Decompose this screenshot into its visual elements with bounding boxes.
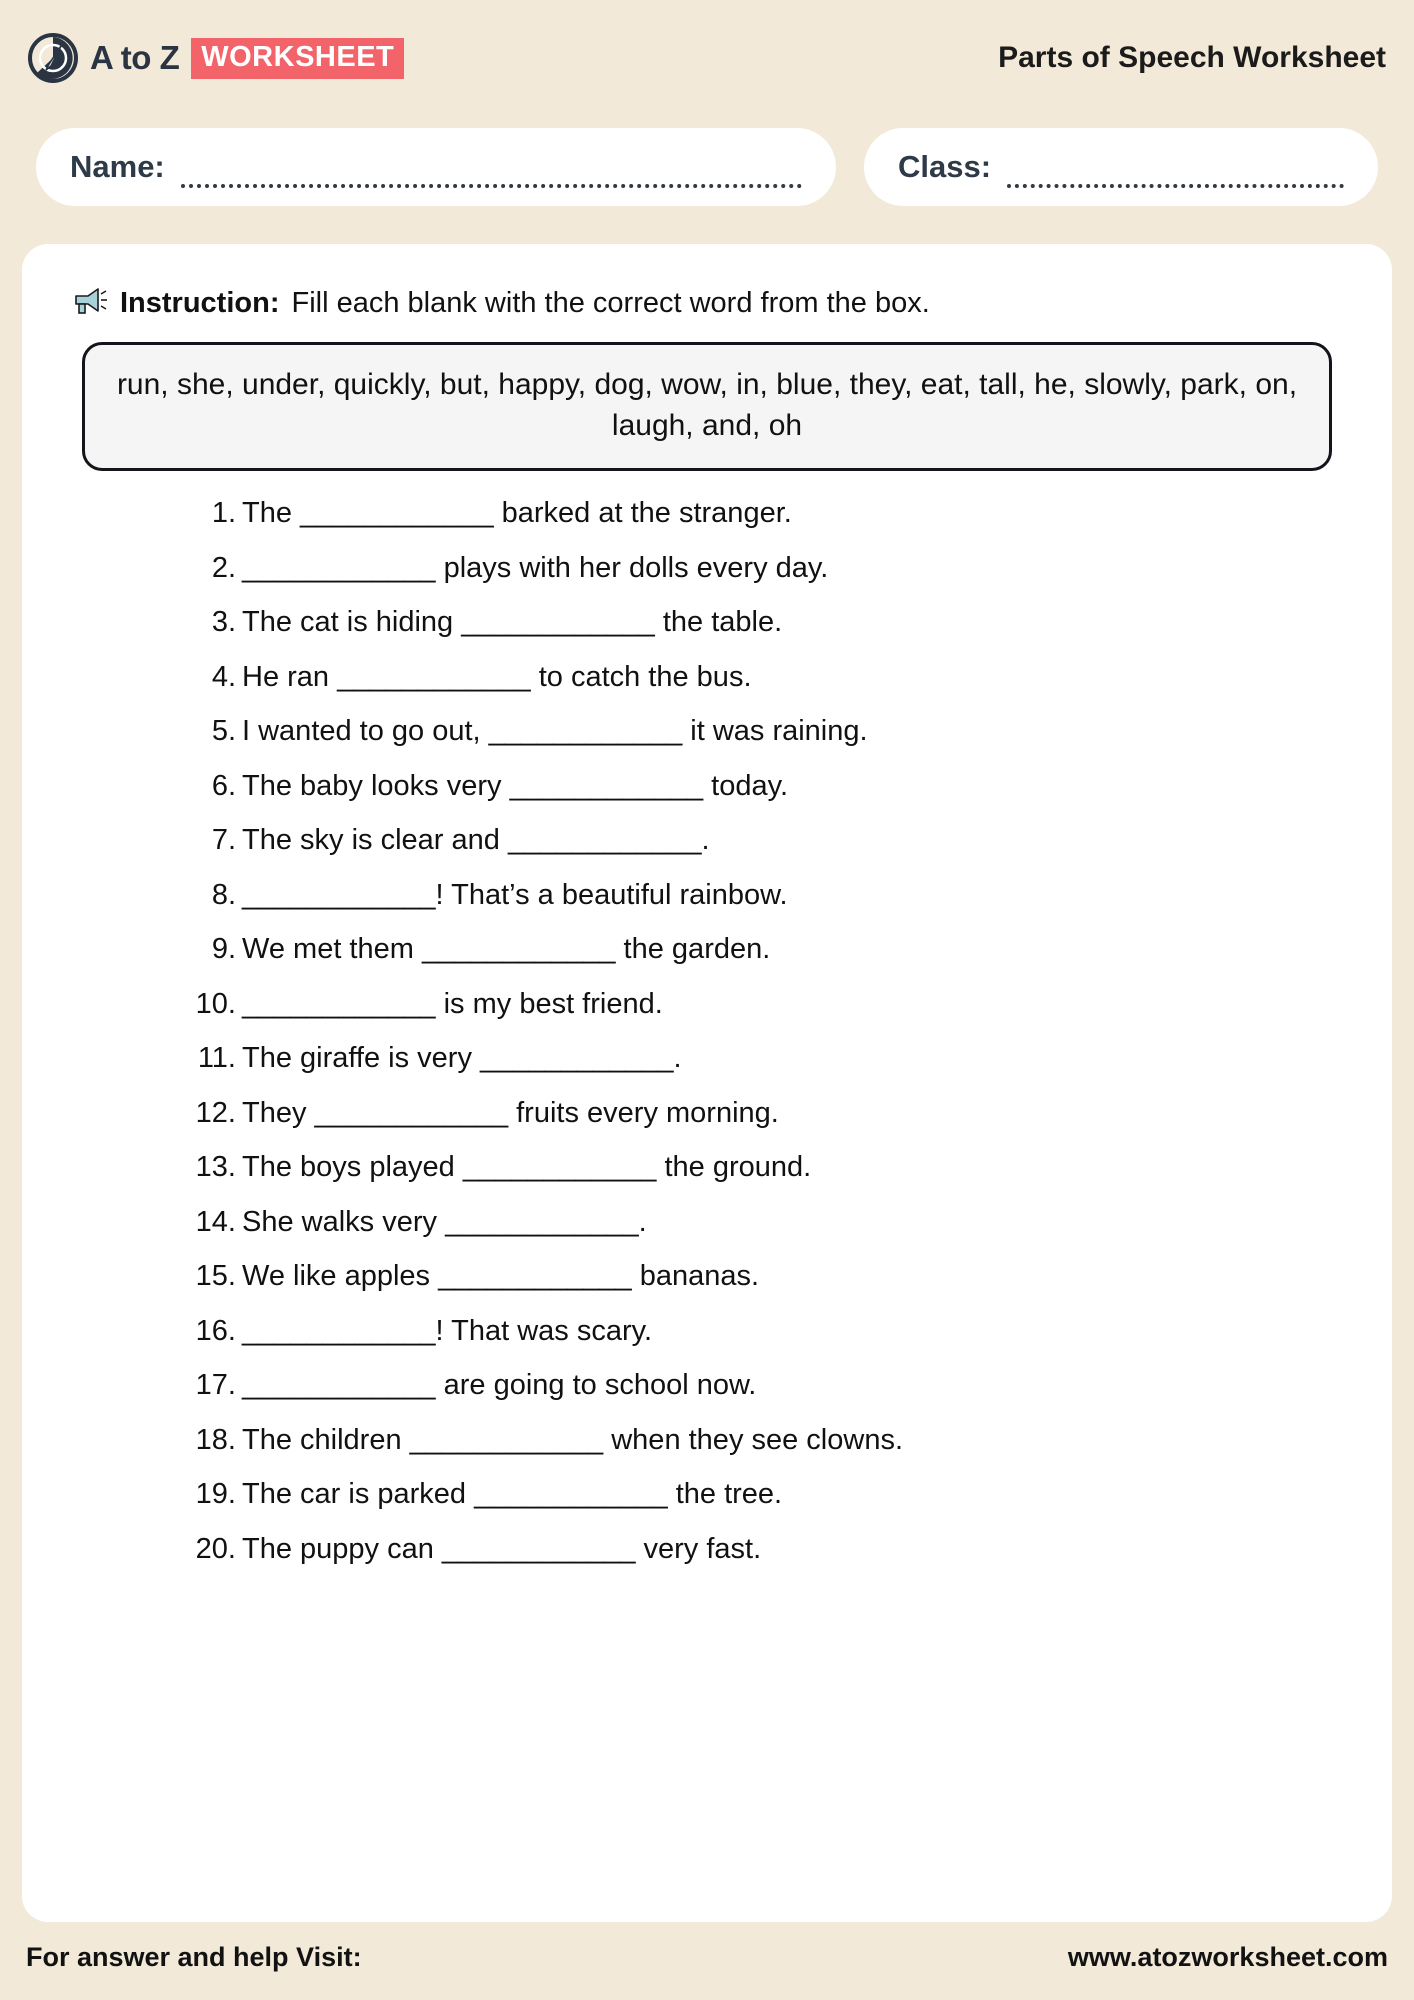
question-item — [64, 879, 1350, 934]
question-item — [64, 715, 1350, 770]
question-text: The baby looks very ____________ today. — [242, 769, 789, 802]
question-item — [64, 824, 1350, 879]
question-text: The sky is clear and ____________. — [242, 824, 710, 856]
student-fields — [36, 128, 1378, 206]
question-number: 7. — [211, 824, 236, 856]
question-number: 2. — [211, 551, 236, 584]
page-footer — [26, 1942, 1388, 1973]
brand-name: A to Z — [90, 39, 180, 76]
question-item — [64, 770, 1350, 825]
question-text: I wanted to go out, ____________ it was raining. — [242, 715, 868, 747]
question-number: 19. — [195, 1478, 236, 1510]
question-item — [64, 1478, 1350, 1533]
question-item — [64, 1206, 1350, 1261]
question-item — [64, 497, 1350, 552]
word-bank-box — [82, 342, 1332, 471]
question-text: She walks very ____________. — [242, 1205, 647, 1238]
name-label: Name: — [70, 149, 165, 184]
question-item — [64, 1424, 1350, 1479]
question-list — [64, 497, 1350, 1587]
question-number: 9. — [211, 933, 236, 965]
question-number: 10. — [195, 987, 236, 1020]
footer-website: www.atozworksheet.com — [1067, 1942, 1388, 1972]
word-bank-words: run, she, under, quickly, but, happy, dog, wow, in, blue, they, eat, tall, he, slowly, park, on, laugh, and, oh — [116, 368, 1298, 442]
question-number: 18. — [195, 1423, 236, 1456]
question-number: 12. — [195, 1096, 236, 1129]
question-text: The car is parked ____________ the tree. — [242, 1478, 783, 1510]
question-item — [64, 1369, 1350, 1424]
question-item — [64, 661, 1350, 716]
instruction-text: Fill each blank with the correct word from the box. — [291, 287, 930, 319]
question-number: 5. — [211, 715, 236, 747]
question-number: 15. — [195, 1260, 236, 1292]
question-text: The boys played ____________ the ground. — [242, 1151, 812, 1183]
question-text: The giraffe is very ____________. — [242, 1042, 682, 1074]
question-text: They ____________ fruits every morning. — [242, 1096, 779, 1129]
question-item — [64, 933, 1350, 988]
name-field[interactable] — [36, 128, 836, 206]
question-number: 14. — [195, 1205, 236, 1238]
class-field[interactable] — [864, 128, 1378, 206]
page-title: Parts of Speech Worksheet — [998, 41, 1386, 74]
question-item — [64, 606, 1350, 661]
question-text: We like apples ____________ bananas. — [242, 1260, 760, 1292]
question-item — [64, 1315, 1350, 1370]
name-input-line[interactable] — [181, 162, 802, 188]
question-text: ____________! That was scary. — [242, 1314, 653, 1347]
brand-logo — [28, 33, 404, 83]
pen-circle-logo-icon — [28, 33, 78, 83]
question-number: 13. — [195, 1151, 236, 1183]
brand-badge: WORKSHEET — [191, 38, 404, 79]
question-item — [64, 1151, 1350, 1206]
question-item — [64, 988, 1350, 1043]
question-number: 20. — [195, 1532, 236, 1565]
question-number: 16. — [195, 1314, 236, 1347]
question-text: The ____________ barked at the stranger. — [242, 497, 792, 529]
instruction-label: Instruction: — [120, 287, 280, 319]
question-number: 1. — [211, 497, 236, 529]
question-text: The children ____________ when they see clowns. — [242, 1423, 904, 1456]
question-item — [64, 1097, 1350, 1152]
question-number: 4. — [211, 660, 236, 693]
question-item — [64, 1533, 1350, 1588]
class-label: Class: — [898, 149, 992, 184]
worksheet-body — [22, 244, 1392, 1922]
question-text: ____________! That’s a beautiful rainbow. — [242, 878, 788, 911]
question-text: ____________ is my best friend. — [242, 987, 663, 1020]
question-number: 11. — [197, 1042, 236, 1074]
question-item — [64, 552, 1350, 607]
question-text: The puppy can ____________ very fast. — [242, 1532, 762, 1565]
class-input-line[interactable] — [1007, 162, 1344, 188]
question-item — [64, 1260, 1350, 1315]
footer-help-text: For answer and help Visit: — [26, 1942, 362, 1972]
instruction-row — [74, 282, 1350, 320]
question-text: He ran ____________ to catch the bus. — [242, 660, 752, 693]
page-header — [28, 22, 1386, 94]
question-number: 8. — [211, 878, 236, 911]
question-number: 6. — [211, 769, 236, 802]
question-text: ____________ are going to school now. — [242, 1369, 757, 1401]
question-number: 3. — [211, 606, 236, 638]
question-text: ____________ plays with her dolls every day. — [242, 551, 829, 584]
question-number: 17. — [195, 1369, 236, 1401]
question-text: The cat is hiding ____________ the table. — [242, 606, 783, 638]
megaphone-icon — [74, 286, 108, 316]
question-text: We met them ____________ the garden. — [242, 933, 771, 965]
question-item — [64, 1042, 1350, 1097]
